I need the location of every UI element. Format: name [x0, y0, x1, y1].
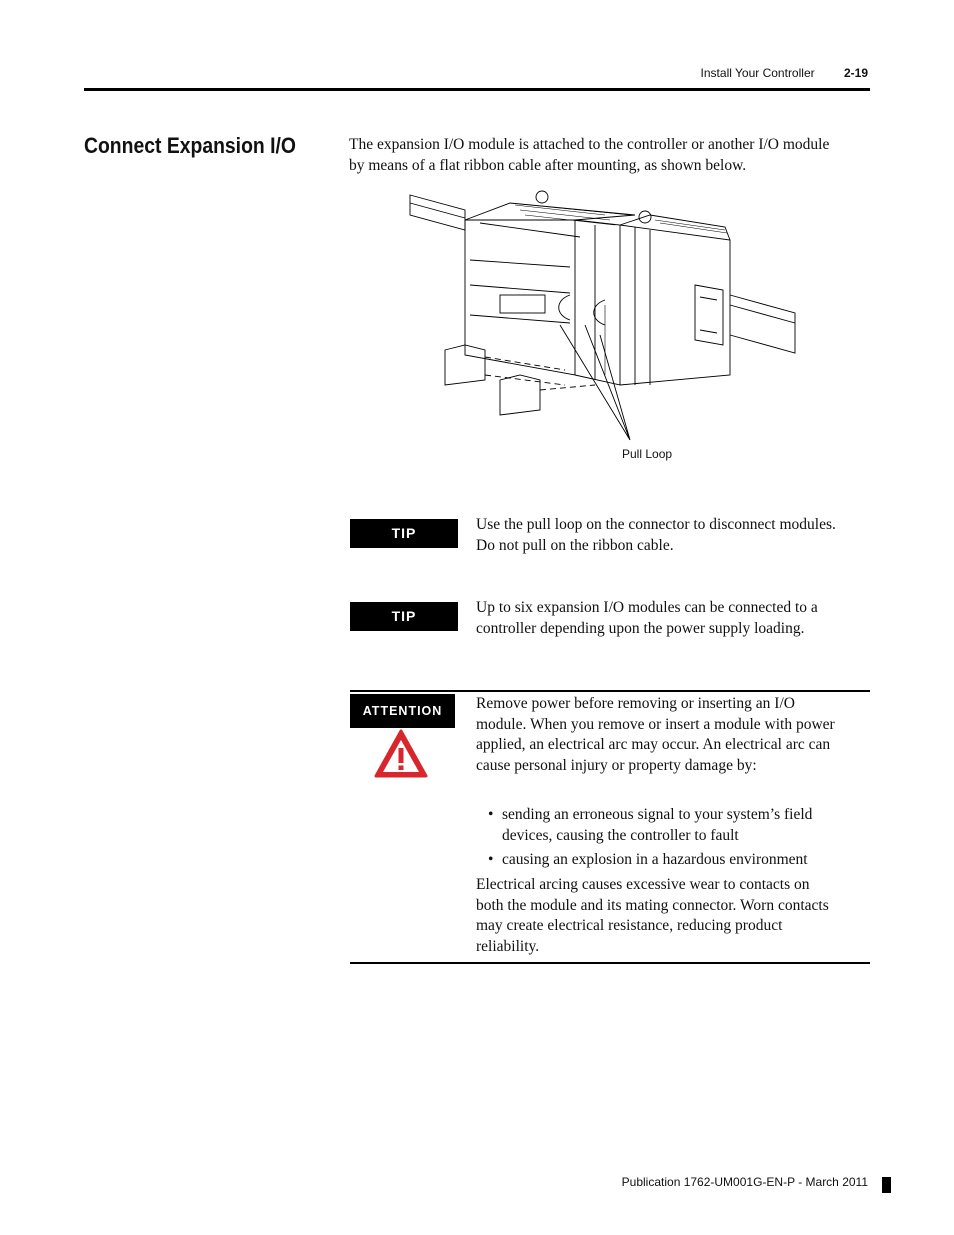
attention-intro: Remove power before removing or inserting an I/O module. When you remove or insert a module with power applied, an electrical arc may occur. An electrical arc can cause personal injury or property damage by: — [476, 695, 835, 774]
footer-publication: Publication 1762-UM001G-EN-P - March 2011 — [621, 1175, 868, 1189]
attention-badge: ATTENTION — [350, 694, 455, 728]
list-item: • causing an explosion in a hazardous environment — [476, 850, 846, 871]
expansion-io-figure — [405, 185, 800, 475]
header-page-number: 2-19 — [843, 66, 868, 80]
footer-marker — [882, 1177, 891, 1193]
tip-badge-2: TIP — [350, 602, 458, 631]
header-rule — [84, 88, 870, 91]
attention-top-rule — [350, 690, 870, 692]
intro-paragraph: The expansion I/O module is attached to the controller or another I/O module by means of a flat ribbon cable after mounting, as shown below. — [349, 136, 830, 174]
warning-triangle-icon — [373, 728, 429, 779]
pull-loop-callout: Pull Loop — [622, 447, 673, 461]
header-section-title: Install Your Controller — [700, 66, 815, 80]
page-header — [0, 66, 868, 80]
attention-bullets — [476, 805, 846, 875]
attention-bottom-rule — [350, 962, 870, 964]
section-title: Connect Expansion I/O — [84, 133, 296, 158]
tip-text-2: Up to six expansion I/O modules can be connected to a controller depending upon the power supply loading. — [476, 599, 818, 637]
tip-badge-1: TIP — [350, 519, 458, 548]
attention-closing: Electrical arcing causes excessive wear to contacts on both the module and its mating connector. Worn contacts may create electrical resistance, reducing product reliability. — [476, 876, 829, 955]
list-item: • sending an erroneous signal to your system’s field devices, causing the controller to fault — [476, 805, 846, 846]
tip-text-1: Use the pull loop on the connector to disconnect modules. Do not pull on the ribbon cable. — [476, 516, 836, 554]
